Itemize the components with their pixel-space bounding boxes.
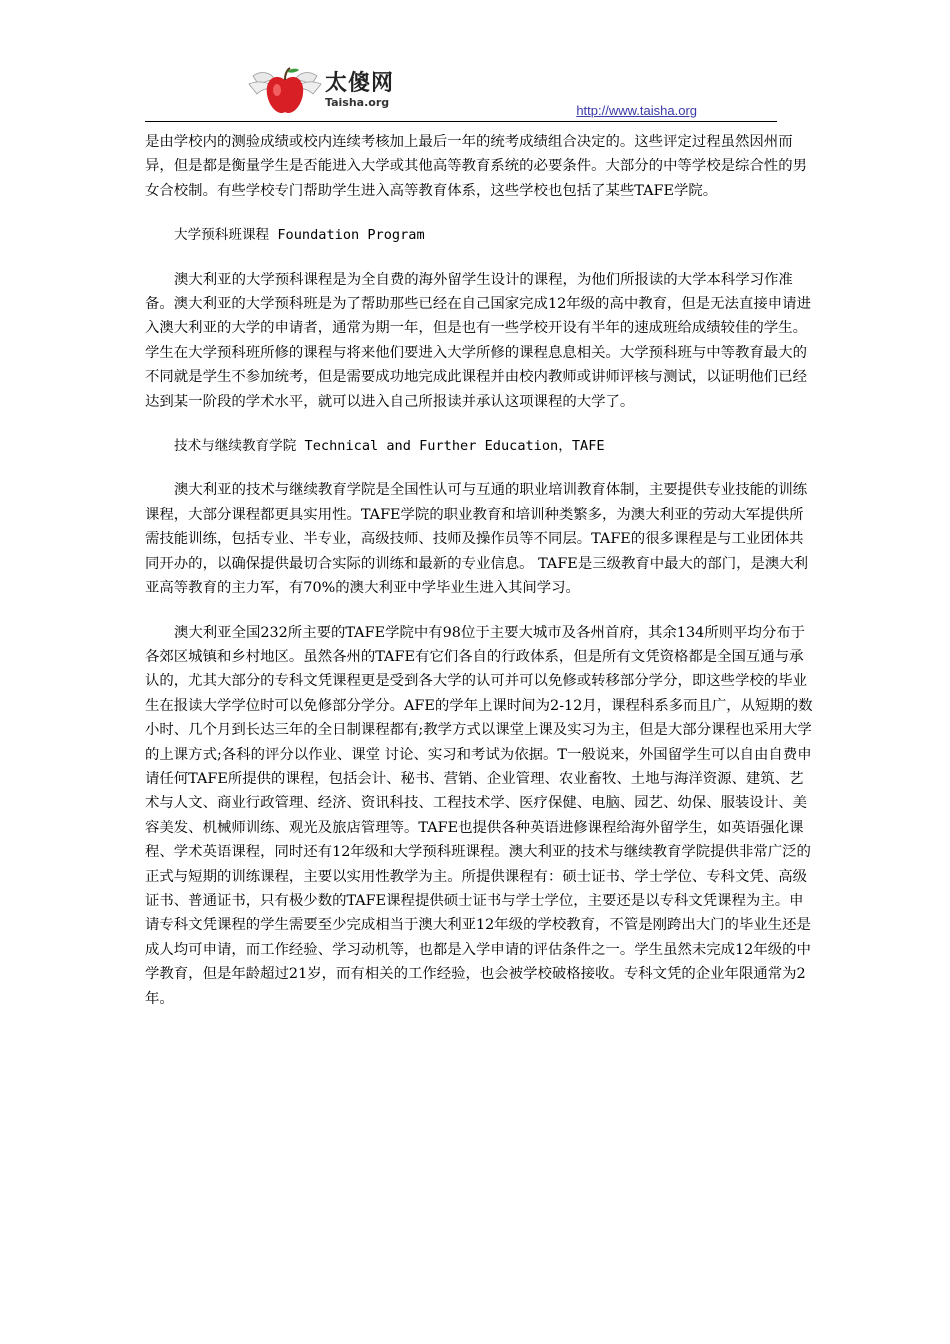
- document-body: [145, 130, 815, 1011]
- section-heading-tafe: 技术与继续教育学院 Technical and Further Education，TAFE: [174, 438, 605, 455]
- page-header: [145, 60, 777, 122]
- header-divider: [145, 121, 777, 122]
- paragraph-tafe-overview: 澳大利亚的技术与继续教育学院是全国性认可与互通的职业培训教育体制，主要提供专业技能的训练课程，大部分课程都更具实用性。TAFE学院的职业教育和培训种类繁多，为澳大利亚的劳动大军提供所需技能训练，包括专业、半专业，高级技师、技师及操作员等不同层。TAFE的很多课程是与工业团体共同开办的，以确保提供最切合实际的训练和最新的专业信息。 TAFE是三级教育中最大的部门，是澳大利亚高等教育的主力军，有70%的澳大利亚中学毕业生进入其间学习。: [145, 482, 809, 597]
- logo-name-en: Taisha.org: [325, 96, 390, 109]
- paragraph-intro: 是由学校内的测验成绩或校内连续考核加上最后一年的统考成绩组合决定的。这些评定过程虽然因州而异，但是都是衡量学生是否能进入大学或其他高等教育系统的必要条件。大部分的中等学校是综合性的男女合校制。有些学校专门帮助学生进入高等教育体系，这些学校也包括了某些TAFE学院。: [145, 134, 807, 199]
- paragraph-tafe-details: 澳大利亚全国232所主要的TAFE学院中有98位于主要大城市及各州首府，其余134所则平均分布于各郊区城镇和乡村地区。虽然各州的TAFE有它们各自的行政体系，但是所有文凭资格都是全国互通与承认的，尤其大部分的专科文凭课程更是受到各大学的认可并可以免修或转移部分学分，即这些学校的毕业生在报读大学学位时可以免修部分学分。AFE的学年上课时间为2-12月，课程科系多而且广，从短期的数小时、几个月到长达三年的全日制课程都有;教学方式以课堂上课及实习为主，但是大部分课程也采用大学的上课方式;各科的评分以作业、课堂 讨论、实习和考试为依据。T一般说来，外国留学生可以自由自费申请任何TAFE所提供的课程，包括会计、秘书、营销、企业管理、农业畜牧、土地与海洋资源、建筑、艺术与人文、商业行政管理、经济、资讯科技、工程技术学、医疗保健、电脑、园艺、幼保、服装设计、美容美发、机械师训练、观光及旅店管理等。TAFE也提供各种英语进修课程给海外留学生，如英语强化课程、学术英语课程，同时还有12年级和大学预科班课程。澳大利亚的技术与继续教育学院提供非常广泛的正式与短期的训练课程，主要以实用性教学为主。所提供课程有：硕士证书、学士学位、专科文凭、高级证书、普通证书，只有极少数的TAFE课程提供硕士证书与学士学位，主要还是以专科文凭课程为主。申请专科文凭课程的学生需要至少完成相当于澳大利亚12年级的学校教育，不管是刚跨出大门的毕业生还是成人均可申请，而工作经验、学习动机等，也都是入学申请的评估条件之一。学生虽然未完成12年级的中学教育，但是年龄超过21岁，而有相关的工作经验，也会被学校破格接收。专科文凭的企业年限通常为2年。: [145, 624, 813, 1007]
- logo-name-cn: 太傻网: [325, 71, 395, 96]
- section-heading-foundation: 大学预科班课程 Foundation Program: [174, 227, 425, 244]
- site-url-link[interactable]: http://www.taisha.org: [576, 103, 697, 118]
- site-logo[interactable]: [245, 60, 435, 120]
- winged-apple-icon: [245, 60, 325, 120]
- paragraph-foundation: 澳大利亚的大学预科课程是为全自费的海外留学生设计的课程，为他们所报读的大学本科学习作准备。澳大利亚的大学预科班是为了帮助那些已经在自己国家完成12年级的高中教育，但是无法直接申请进入澳大利亚的大学的申请者，通常为期一年，但是也有一些学校开设有半年的速成班给成绩较佳的学生。学生在大学预科班所修的课程与将来他们要进入大学所修的课程息息相关。大学预科班与中等教育最大的不同就是学生不参加统考，但是需要成功地完成此课程并由校内教师或讲师评核与测试，以证明他们已经达到某一阶段的学术水平，就可以进入自己所报读并承认这项课程的大学了。: [145, 271, 811, 410]
